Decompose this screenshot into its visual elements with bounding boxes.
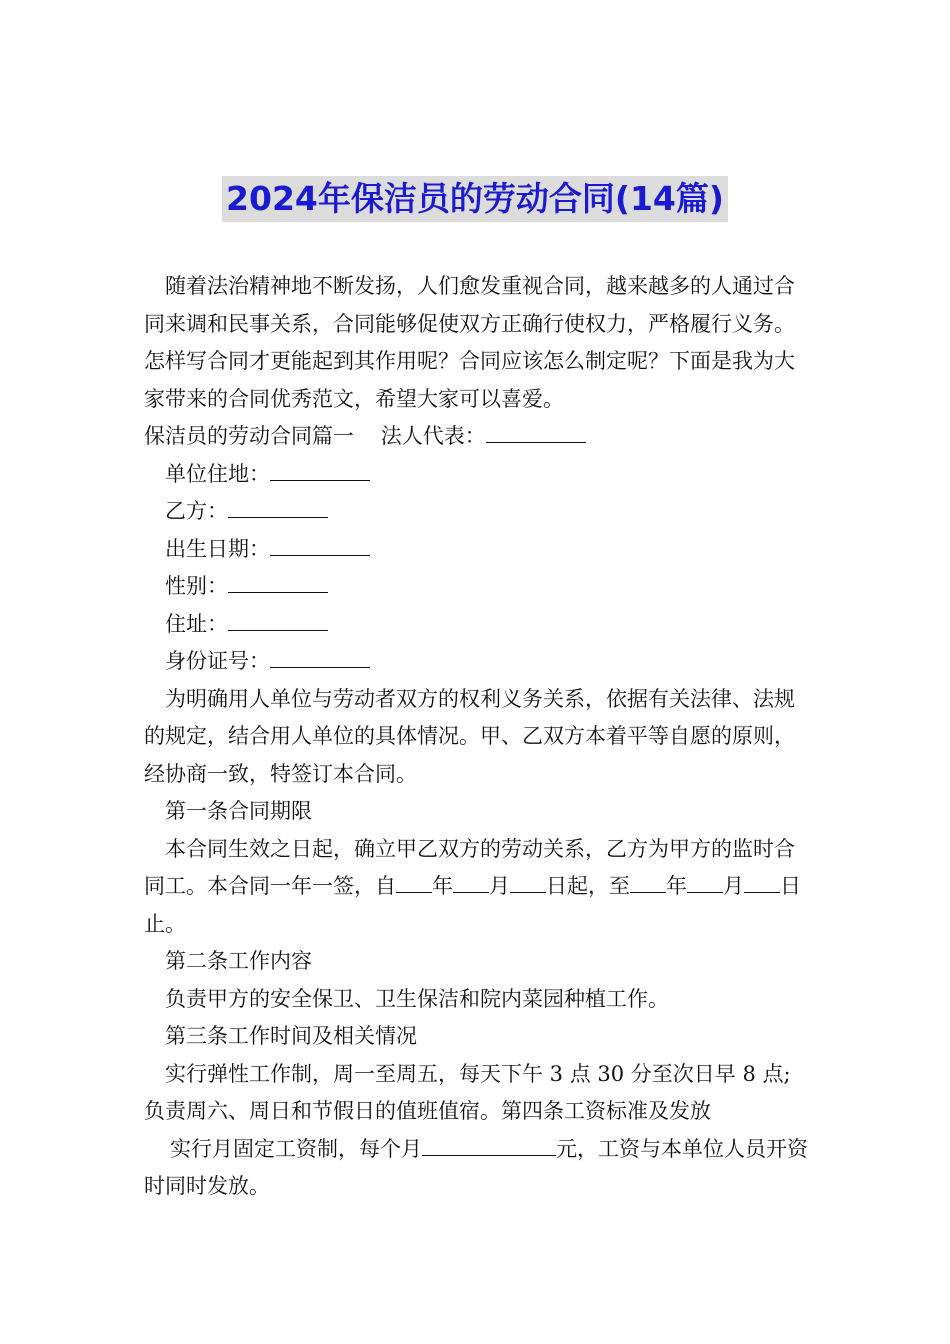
article3-paragraph: 实行弹性工作制，周一至周五，每天下午 3 点 30 分至次日早 8 点;负责周六、周日和节假日的值班值宿。第四条工资标准及发放	[144, 1061, 791, 1123]
legal-rep-blank	[486, 420, 586, 443]
field-label: 性别：	[165, 574, 228, 598]
field-blank	[228, 495, 328, 518]
date-blank	[510, 870, 546, 893]
field-row	[144, 493, 808, 531]
field-blank	[270, 533, 370, 556]
article4-paragraph	[144, 1131, 808, 1206]
title-container	[0, 176, 950, 222]
date-blank	[697, 870, 723, 893]
section-heading: 保洁员的劳动合同篇一	[144, 424, 354, 448]
article2-paragraph: 负责甲方的安全保卫、卫生保洁和院内菜园种植工作。	[165, 986, 669, 1011]
field-blank	[228, 570, 328, 593]
legal-rep-label: 法人代表：	[380, 424, 486, 448]
field-row	[144, 568, 808, 606]
field-row	[144, 643, 808, 681]
date-blank	[744, 870, 780, 893]
article1-month: 月	[723, 874, 744, 898]
salary-blank	[422, 1133, 556, 1156]
field-label: 出生日期：	[165, 536, 270, 561]
date-blank	[453, 870, 489, 893]
document-title: 2024年保洁员的劳动合同(14篇)	[222, 176, 728, 222]
article3-title: 第三条工作时间及相关情况	[165, 1024, 417, 1048]
article4-text: 元，工资与本单位人员开资时同时发放。	[144, 1136, 808, 1198]
field-row	[144, 606, 808, 644]
intro-paragraph: 随着法治精神地不断发扬，人们愈发重视合同，越来越多的人通过合同来调和民事关系，合同能够促使双方正确行使权力，严格履行义务。怎样写合同才更能起到其作用呢？合同应该怎么制定呢？下面是我为大家带来的合同优秀范文，希望大家可以喜爱。	[144, 274, 795, 411]
article1-paragraph	[144, 831, 808, 944]
field-row	[144, 456, 808, 494]
field-label: 乙方：	[165, 499, 228, 523]
field-label: 身份证号：	[165, 649, 270, 673]
date-blank	[687, 870, 697, 893]
article2-title: 第二条工作内容	[165, 949, 312, 973]
article1-title: 第一条合同期限	[165, 799, 312, 823]
article1-text: 本合同生效之日起，确立甲乙双方的劳动关系，乙方为甲方的监时合同工。本合同一年一签，自	[144, 836, 795, 898]
date-blank	[396, 870, 432, 893]
article1-day: 日起，至	[546, 874, 630, 898]
document-body	[144, 268, 808, 1206]
field-label: 单位住地：	[165, 461, 270, 486]
purpose-paragraph: 为明确用人单位与劳动者双方的权利义务关系，依据有关法律、法规的规定，结合用人单位的具体情况。甲、乙双方本着平等自愿的原则，经协商一致，特签订本合同。	[144, 686, 795, 786]
field-label: 住址：	[165, 611, 228, 636]
article1-day: 日止。	[144, 874, 801, 936]
field-blank	[228, 608, 328, 631]
article1-month: 月	[489, 874, 510, 898]
date-blank	[630, 870, 666, 893]
field-blank	[270, 645, 370, 668]
field-blank	[270, 458, 370, 481]
section-heading-line	[144, 418, 808, 456]
article1-year: 年	[432, 874, 453, 898]
field-row	[144, 531, 808, 569]
article4-text: 实行月固定工资制，每个月	[170, 1136, 422, 1161]
article1-year: 年	[666, 874, 687, 898]
